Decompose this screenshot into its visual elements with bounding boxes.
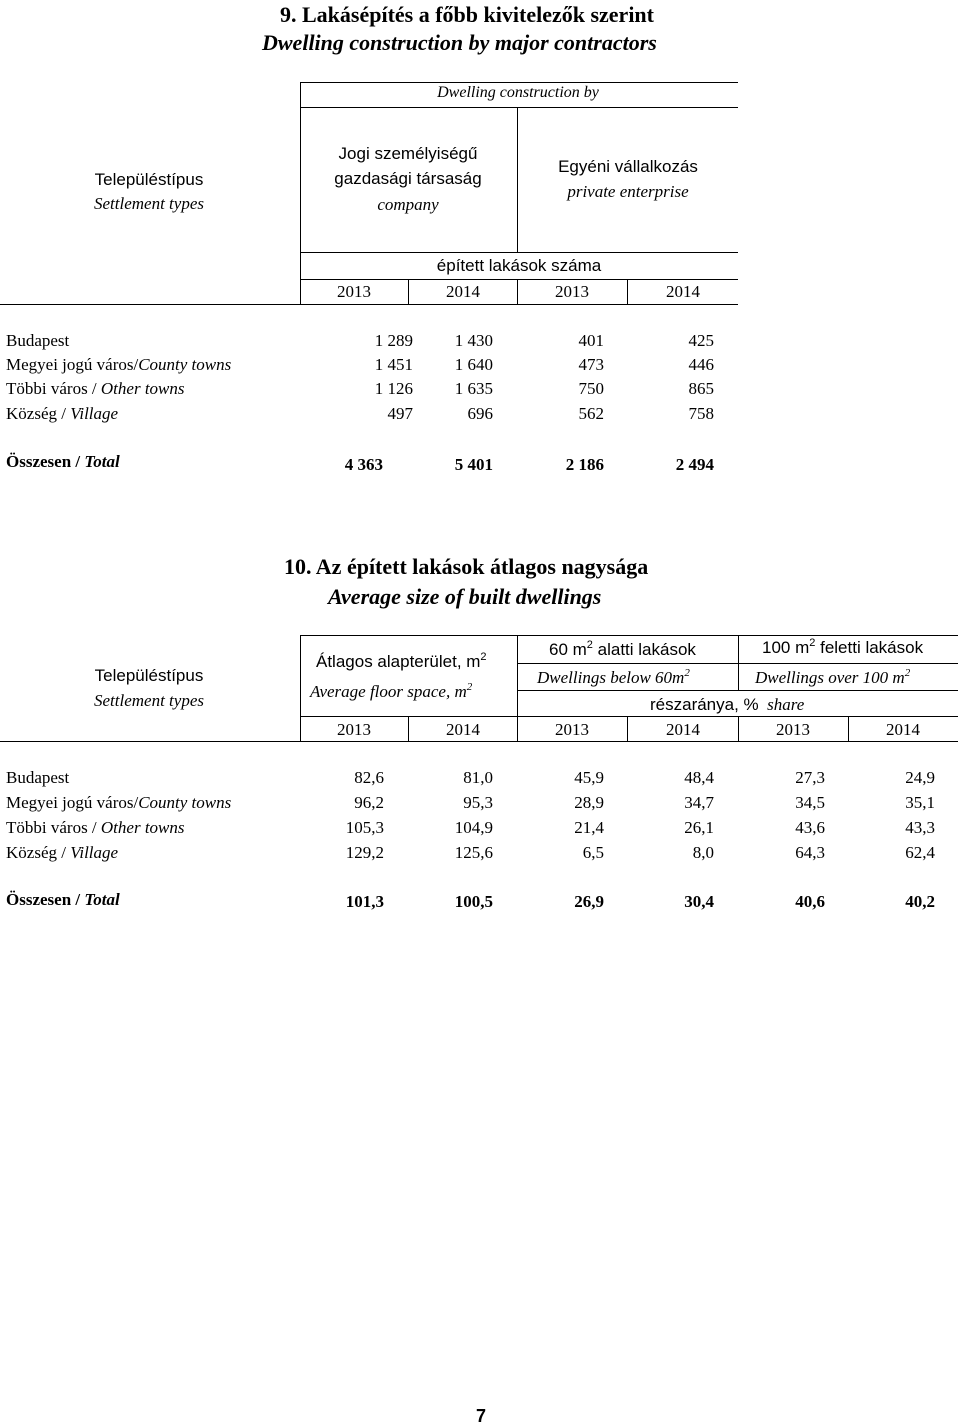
table9-left-border bbox=[300, 82, 301, 304]
cell: 401 bbox=[578, 331, 604, 350]
cell: 40,2 bbox=[905, 892, 935, 911]
table10-header-bottom-rule bbox=[0, 741, 958, 742]
cell: 1 640 bbox=[454, 355, 493, 374]
cell: 562 bbox=[578, 404, 604, 423]
table10-row-header-en: Settlement types bbox=[94, 691, 204, 710]
cell: 27,3 bbox=[795, 768, 825, 787]
cell: 1 289 bbox=[374, 331, 413, 350]
cell: 43,3 bbox=[905, 818, 935, 837]
table10-col-over-hu: 100 $m^2$ feletti lakások bbox=[762, 637, 924, 657]
cell: 1 126 bbox=[374, 379, 413, 398]
table9-col-company-en: company bbox=[377, 195, 439, 214]
table10-year: 2013 bbox=[776, 720, 810, 739]
table9-year-divider-3 bbox=[627, 279, 628, 304]
table10-year: 2014 bbox=[886, 720, 920, 739]
row-label: Budapest bbox=[6, 768, 70, 787]
table10-year-rule bbox=[300, 716, 958, 717]
table9-title-hu: 9. Lakásépítés a főbb kivitelezők szerint bbox=[280, 2, 654, 27]
table10-title-en: Average size of built dwellings bbox=[328, 584, 602, 609]
cell: 105,3 bbox=[345, 818, 384, 837]
table9-top-rule bbox=[300, 82, 738, 83]
row-label: Megyei jogú város/County towns bbox=[6, 793, 232, 812]
cell: 48,4 bbox=[684, 768, 714, 787]
table10-avg-divider bbox=[517, 635, 518, 716]
table10-year-divider bbox=[738, 716, 739, 741]
table10-top-rule bbox=[300, 635, 958, 636]
table9-row-header-en: Settlement types bbox=[94, 194, 204, 213]
cell: 45,9 bbox=[574, 768, 604, 787]
table10-row-header-hu: Településtípus bbox=[94, 666, 204, 685]
table9-header-bottom-rule bbox=[0, 304, 738, 305]
table10-left-border bbox=[300, 635, 301, 741]
cell: 5 401 bbox=[454, 455, 493, 474]
table10-col-below-hu: 60 $m^2$ alatti lakások bbox=[549, 639, 696, 659]
cell: 2 186 bbox=[565, 455, 604, 474]
cell: 82,6 bbox=[354, 768, 384, 787]
table9-subheader: épített lakások száma bbox=[436, 256, 602, 275]
cell: 1 451 bbox=[374, 355, 413, 374]
row-label: Többi város / Other towns bbox=[6, 379, 185, 398]
row-label: Összesen / Total bbox=[6, 452, 120, 471]
table9-col-private-en: private enterprise bbox=[567, 182, 689, 201]
table10-year-divider bbox=[848, 716, 849, 741]
cell: 758 bbox=[688, 404, 714, 423]
cell: 6,5 bbox=[582, 843, 604, 862]
table9-year-divider-1 bbox=[408, 279, 409, 304]
table9-year: 2013 bbox=[555, 282, 589, 301]
cell: 28,9 bbox=[574, 793, 604, 812]
cell: 497 bbox=[387, 404, 413, 423]
table9-mid-divider bbox=[517, 107, 518, 252]
table9-year-rule bbox=[300, 279, 738, 280]
table9-year: 2014 bbox=[666, 282, 700, 301]
cell: 1 635 bbox=[454, 379, 493, 398]
table9-year-divider-2 bbox=[517, 279, 518, 304]
cell: 35,1 bbox=[905, 793, 935, 812]
cell: 95,3 bbox=[463, 793, 493, 812]
table10-year: 2013 bbox=[337, 720, 371, 739]
cell: 40,6 bbox=[795, 892, 825, 911]
table10-share-rule-1 bbox=[517, 663, 958, 664]
table10-col-avg-en: Average floor space, $m^2$ bbox=[310, 681, 473, 701]
table9-year: 2014 bbox=[446, 282, 480, 301]
row-label: Budapest bbox=[6, 331, 70, 350]
cell: 26,1 bbox=[684, 818, 714, 837]
cell: 2 494 bbox=[675, 455, 714, 474]
row-label: Megyei jogú város/County towns bbox=[6, 355, 232, 374]
table9-sub-rule bbox=[300, 252, 738, 253]
table9-col-company-line2: gazdasági társaság bbox=[334, 169, 482, 188]
table10-year: 2013 bbox=[555, 720, 589, 739]
table10-col-over-en: Dwellings over 100 $m^2$ bbox=[755, 667, 911, 687]
table9-group-header: Dwelling construction by bbox=[437, 84, 599, 101]
row-label: Többi város / Other towns bbox=[6, 818, 185, 837]
table10-year: 2014 bbox=[666, 720, 700, 739]
table9-group-rule bbox=[300, 107, 738, 108]
cell: 8,0 bbox=[692, 843, 714, 862]
cell: 34,5 bbox=[795, 793, 825, 812]
cell: 26,9 bbox=[574, 892, 604, 911]
table10-year-divider bbox=[408, 716, 409, 741]
cell: 750 bbox=[578, 379, 604, 398]
page-number: 7 bbox=[475, 1406, 487, 1426]
cell: 425 bbox=[688, 331, 714, 350]
cell: 1 430 bbox=[454, 331, 493, 350]
table10-title-hu: 10. Az épített lakások átlagos nagysága bbox=[284, 554, 649, 579]
cell: 21,4 bbox=[574, 818, 604, 837]
row-label: Összesen / Total bbox=[6, 890, 120, 909]
cell: 64,3 bbox=[795, 843, 825, 862]
table9-row-header-hu: Településtípus bbox=[94, 170, 204, 189]
table10-share-rule-2 bbox=[517, 690, 958, 691]
row-label: Község / Village bbox=[6, 404, 119, 423]
table10-col-avg-hu: Átlagos alapterület, $m^2$ bbox=[316, 651, 487, 671]
cell: 24,9 bbox=[905, 768, 935, 787]
cell: 30,4 bbox=[684, 892, 714, 911]
cell: 865 bbox=[688, 379, 714, 398]
table10-col-below-en: Dwellings below $60m^2$ bbox=[537, 667, 690, 687]
cell: 43,6 bbox=[795, 818, 825, 837]
table10-year-divider bbox=[627, 716, 628, 741]
table9-col-company-line1: Jogi személyiségű bbox=[338, 144, 478, 163]
cell: 62,4 bbox=[905, 843, 935, 862]
table10-year-divider bbox=[517, 716, 518, 741]
row-label: Község / Village bbox=[6, 843, 119, 862]
cell: 129,2 bbox=[345, 843, 384, 862]
cell: 446 bbox=[688, 355, 714, 374]
cell: 125,6 bbox=[454, 843, 493, 862]
cell: 100,5 bbox=[454, 892, 493, 911]
cell: 4 363 bbox=[344, 455, 383, 474]
cell: 104,9 bbox=[454, 818, 493, 837]
cell: 696 bbox=[467, 404, 493, 423]
cell: 473 bbox=[578, 355, 604, 374]
cell: 34,7 bbox=[684, 793, 714, 812]
cell: 101,3 bbox=[345, 892, 384, 911]
cell: 96,2 bbox=[354, 793, 384, 812]
table9-col-private-hu: Egyéni vállalkozás bbox=[558, 157, 698, 176]
table10-share-label: részaránya, % share bbox=[650, 695, 805, 714]
table9-title-en: Dwelling construction by major contractors bbox=[262, 30, 657, 55]
cell: 81,0 bbox=[463, 768, 493, 787]
table9-year: 2013 bbox=[337, 282, 371, 301]
table10-year: 2014 bbox=[446, 720, 480, 739]
